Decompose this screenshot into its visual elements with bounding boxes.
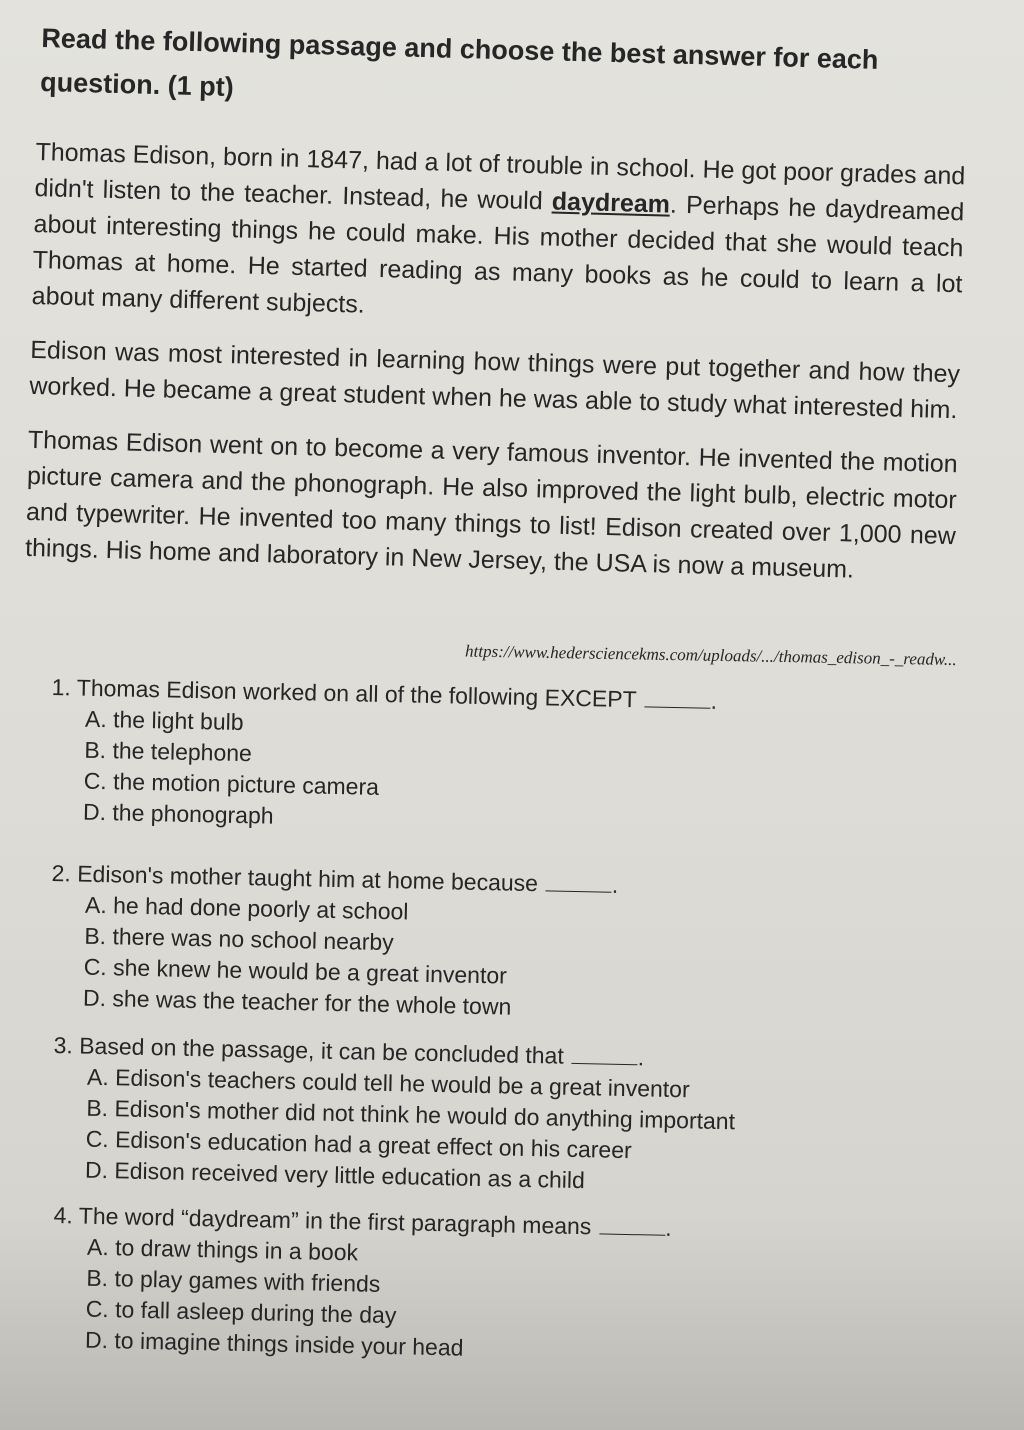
question-text: 1. Thomas Edison worked on all of the following EXCEPT [51,673,637,713]
option-a: A. Edison's teachers could tell he would be a great inventor [86,1063,690,1103]
option-a: A. he had done poorly at school [84,891,409,925]
option-d: D. she was the teacher for the whole town [82,984,512,1020]
question-4 [51,1200,914,1373]
reading-passage [24,134,965,608]
question-text: 4. The word “daydream” in the first paragraph means [53,1201,592,1240]
underlined-word-daydream: daydream [551,187,671,219]
instruction-heading: Read the following passage and choose the best answer for each question. (1 pt) [39,22,879,103]
question-end: . [710,687,718,714]
option-a: A. to draw things in a book [86,1233,359,1266]
passage-paragraph-3: Thomas Edison went on to become a very famous inventor. He invented the motion picture camera and the phonograph. He also improved the light bulb, electric motor and typewriter. He invented too many things to list! Edison created over 1,000 new things. His home and laboratory in New Jersey, the USA is now a museum. [24,425,959,584]
question-end: . [665,1214,673,1241]
option-b: B. the telephone [84,736,253,767]
passage-paragraph-2: Edison was most interested in learning how things were put together and how they worked. He became a great student when he was able to study what interested him. [29,335,961,425]
question-end: . [637,1044,645,1071]
answer-blank [599,1215,665,1235]
question-end: . [611,871,619,898]
option-b: B. there was no school nearby [84,922,394,956]
option-d: D. to imagine things inside your head [84,1326,464,1361]
question-1 [49,672,912,845]
passage-paragraph-1-start: Thomas Edison, born in 1847, had a lot of trouble in school. He got poor grades and didn't listen to the teacher. Instead, he would [34,137,966,216]
passage-paragraph-1-end: . Perhaps he daydreamed about interesting things he could make. His mother decided that she would teach Thomas at home. He started reading as many books as he could to learn a lot about many different subjects. [31,190,965,319]
option-c: C. she knew he would be a great inventor [83,953,508,989]
option-b: B. to play games with friends [86,1264,381,1297]
source-url: https://www.hedersciencekms.com/uploads/.../thomas_edison_-_readw... [464,641,957,670]
option-d: D. Edison received very little education as a child [84,1156,586,1194]
answer-blank [572,1045,638,1065]
option-c: C. to fall asleep during the day [85,1295,397,1329]
question-3 [51,1030,914,1203]
option-d: D. the phonograph [82,798,274,829]
question-text: 2. Edison's mother taught him at home because [51,859,539,897]
question-text: 3. Based on the passage, it can be concluded that [53,1031,565,1069]
option-c: C. the motion picture camera [83,767,380,800]
option-b: B. Edison's mother did not think he would do anything important [86,1094,736,1135]
question-2 [49,858,912,1031]
option-c: C. Edison's education had a great effect on his career [85,1125,632,1164]
answer-blank [644,688,710,708]
answer-blank [546,872,612,892]
option-a: A. the light bulb [84,705,244,736]
passage-paragraph-1 [31,134,965,338]
